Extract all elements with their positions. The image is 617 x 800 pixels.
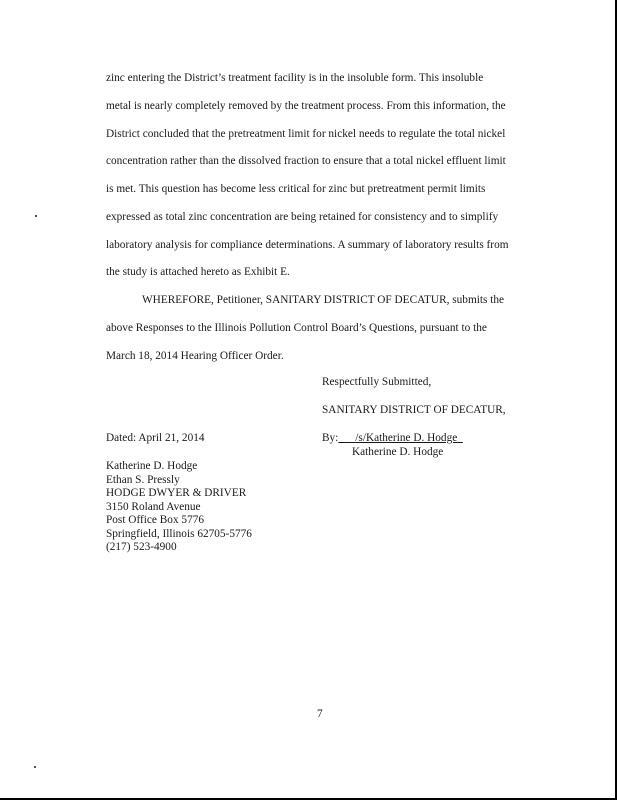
page-number: 7 — [317, 708, 323, 720]
body-line: zinc entering the District’s treatment facility is in the insoluble form. This insoluble — [106, 72, 484, 84]
phone-number: (217) 523-4900 — [106, 541, 177, 553]
signer-name: Katherine D. Hodge — [352, 446, 444, 458]
wherefore-line: above Responses to the Illinois Pollution Control Board’s Questions, pursuant to the — [106, 322, 487, 334]
body-line: metal is nearly completely removed by the treatment process. From this information, the — [106, 100, 506, 112]
counsel-name: Ethan S. Pressly — [106, 473, 180, 486]
wherefore-line: March 18, 2014 Hearing Officer Order. — [106, 350, 284, 362]
body-line: concentration rather than the dissolved fraction to ensure that a total nickel effluent limit — [106, 155, 506, 167]
body-line: expressed as total zinc concentration are being retained for consistency and to simplify — [106, 211, 499, 223]
signature-line — [322, 432, 463, 444]
firm-name: HODGE DWYER & DRIVER — [106, 487, 247, 499]
scan-speck — [34, 766, 36, 768]
party-name: SANITARY DISTRICT OF DECATUR, — [322, 404, 506, 416]
by-label: By: — [322, 432, 339, 444]
dated-line: Dated: April 21, 2014 — [106, 432, 205, 444]
counsel-name: Katherine D. Hodge — [106, 460, 198, 472]
body-line: is met. This question has become less critical for zinc but pretreatment permit limits — [106, 183, 486, 195]
street-address: 3150 Roland Avenue — [106, 500, 201, 513]
wherefore-line: WHEREFORE, Petitioner, SANITARY DISTRICT OF DECATUR, submits the — [142, 294, 505, 306]
po-box: Post Office Box 5776 — [106, 514, 205, 526]
body-line: laboratory analysis for compliance determinations. A summary of laboratory results from — [106, 239, 509, 251]
scan-speck — [35, 215, 37, 217]
city-state-zip: Springfield, Illinois 62705-5776 — [106, 527, 252, 540]
signature-underline — [338, 432, 463, 444]
body-line: District concluded that the pretreatment limit for nickel needs to regulate the total nickel — [106, 128, 506, 140]
electronic-signature: /s/Katherine D. Hodge — [355, 432, 458, 444]
counsel-address-block — [106, 460, 252, 555]
closing-text: Respectfully Submitted, — [322, 376, 432, 388]
body-line: the study is attached hereto as Exhibit E. — [106, 266, 290, 278]
